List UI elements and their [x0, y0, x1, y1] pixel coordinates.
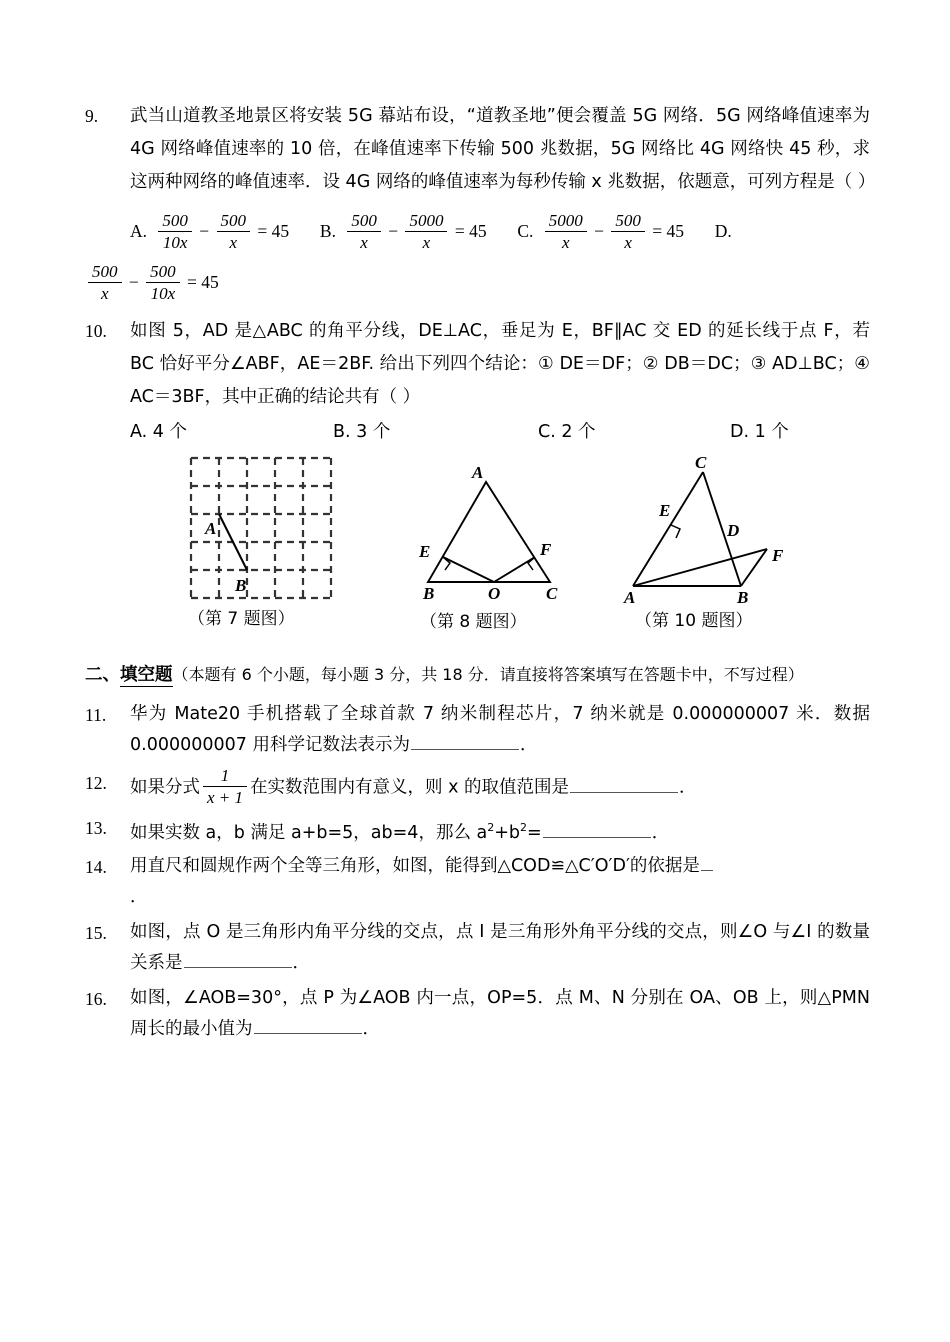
choice-a[interactable]: A. 4 个 [130, 422, 187, 442]
section-two-lead: 二、 [85, 665, 120, 685]
option-c-num-1: 5000 [545, 211, 587, 232]
option-d-fraction-1 [88, 262, 122, 303]
question-14-part2: ． [130, 886, 148, 907]
label-a: A [472, 463, 484, 482]
label-e: E [419, 542, 431, 561]
option-a-fraction-2 [217, 211, 251, 252]
label-a: A [624, 588, 636, 606]
option-a-num-2: 500 [217, 211, 251, 232]
option-a[interactable] [130, 211, 294, 253]
question-10 [85, 315, 870, 414]
question-13-part1: 如果实数 a，b 满足 a+b=5，ab=4，那么 a [130, 822, 488, 843]
option-d-num-1: 500 [88, 262, 122, 283]
option-a-label: A. [130, 221, 148, 241]
question-12-denominator: x + 1 [207, 788, 244, 808]
option-b-fraction-1 [347, 211, 381, 252]
option-b-rhs: = 45 [454, 221, 487, 241]
option-c-label: C. [517, 221, 534, 241]
page-content [85, 100, 876, 1045]
question-15-blank[interactable] [184, 952, 292, 968]
label-f: F [772, 546, 784, 565]
question-15-number: 15. [85, 922, 107, 943]
figures-row [85, 452, 870, 637]
option-d-den-1: x [100, 284, 109, 304]
option-c-fraction-1 [545, 211, 587, 252]
question-9-option-d-row [85, 259, 870, 305]
option-a-rhs: = 45 [257, 221, 290, 241]
label-b: B [423, 584, 435, 603]
option-a-fraction-1 [158, 211, 192, 252]
question-11-blank[interactable] [411, 734, 519, 750]
question-12-numerator: 1 [203, 766, 247, 787]
option-c-rhs: = 45 [652, 221, 685, 241]
option-b-den-1: x [360, 233, 368, 253]
question-16-part2: ． [362, 1018, 380, 1039]
question-12-text [130, 767, 870, 808]
question-13-part2: +b [494, 822, 521, 843]
question-13-number: 13. [85, 818, 107, 839]
option-c-operator: − [594, 221, 605, 241]
question-12-number: 12. [85, 773, 107, 793]
option-a-num-1: 500 [158, 211, 192, 232]
option-c-fraction-2 [611, 211, 645, 252]
option-b-num-2: 5000 [405, 211, 447, 232]
option-b[interactable] [319, 211, 491, 253]
option-c-den-2: x [624, 233, 632, 253]
label-c: C [695, 454, 707, 472]
label-o: O [488, 584, 501, 603]
question-11-text [130, 699, 870, 761]
question-16 [85, 983, 870, 1045]
question-15 [85, 917, 870, 979]
option-d[interactable] [85, 262, 219, 304]
figure-8-graphic [410, 460, 570, 605]
choice-c[interactable]: C. 2 个 [538, 422, 596, 442]
option-d-den-2: 10x [150, 284, 176, 304]
figure-10 [615, 454, 795, 631]
label-d: D [727, 521, 740, 540]
option-c-num-2: 500 [611, 211, 645, 232]
question-15-text [130, 917, 870, 979]
section-two-description: （本题有 6 个小题，每小题 3 分，共 18 分．请直接将答案填写在答题卡中，不写过程） [172, 665, 804, 684]
figure-10-caption: （第 10 题图） [635, 611, 753, 631]
label-f: F [540, 540, 552, 559]
choice-b[interactable]: B. 3 个 [333, 422, 391, 442]
option-a-den-1: 10x [162, 233, 188, 253]
question-16-blank[interactable] [254, 1018, 362, 1034]
question-16-text [130, 983, 870, 1045]
option-d-rhs: = 45 [187, 272, 219, 292]
question-14-blank[interactable] [701, 855, 713, 871]
question-11-part1: 华为 Mate20 手机搭载了全球首款 7 纳米制程芯片，7 纳米就是 0.000000007 米．数据 0.000000007 用科学记数法表示为 [130, 704, 870, 755]
option-d-num-2: 500 [146, 262, 180, 283]
label-a: A [205, 519, 217, 538]
option-d-fraction-2 [146, 262, 180, 303]
question-15-part1: 如图，点 O 是三角形内角平分线的交点，点 I 是三角形外角平分线的交点，则∠O 与∠I 的数量关系是 [130, 921, 870, 973]
question-14-text [130, 851, 870, 913]
question-12-part3: ． [679, 777, 697, 798]
label-c: C [546, 584, 558, 603]
choice-d[interactable]: D. 1 个 [730, 422, 789, 442]
section-two-heading [85, 659, 870, 691]
figure-8 [410, 460, 570, 632]
figure-7-graphic [185, 452, 335, 604]
question-13-exponent-2: 2 [520, 821, 528, 835]
option-d-label[interactable]: D. [714, 221, 732, 241]
question-12-part2: 在实数范围内有意义，则 x 的取值范围是 [250, 777, 570, 798]
question-9-number: 9. [85, 106, 99, 126]
option-b-den-2: x [422, 233, 431, 253]
question-12-fraction [203, 766, 247, 807]
question-13-exponent-1: 2 [487, 821, 495, 835]
question-14-part1: 用直尺和圆规作两个全等三角形，如图，能得到△COD≌△C′O′D′的依据是 [130, 855, 700, 876]
question-10-choices [130, 418, 870, 448]
question-10-text: 如图 5，AD 是△ABC 的角平分线，DE⊥AC，垂足为 E，BF∥AC 交 ED 的延长线于点 F，若 BC 恰好平分∠ABF，AE＝2BF. 给出下列四个结论：① DE＝DF；② DB＝DC；③ AD⊥BC；④ AC＝3BF，其中正确的结论共有（ ） [130, 321, 870, 407]
option-c[interactable] [517, 211, 688, 253]
question-13-text [130, 812, 870, 849]
option-a-den-2: x [229, 233, 238, 253]
question-13-blank[interactable] [543, 822, 651, 838]
question-16-number: 16. [85, 988, 107, 1009]
figure-10-graphic [615, 454, 795, 606]
question-15-part2: ． [292, 952, 310, 973]
question-12-part1: 如果分式 [130, 777, 200, 798]
option-b-operator: − [388, 221, 399, 241]
section-two-title: 填空题 [120, 665, 173, 685]
question-14-number: 14. [85, 856, 107, 877]
question-11-part2: ． [519, 735, 538, 755]
question-9 [85, 100, 876, 199]
question-12-blank[interactable] [570, 777, 678, 793]
question-9-text: 武当山道教圣地景区将安装 5G 幕站布设，“道教圣地”便会覆盖 5G 网络．5G 网络峰值速率为 4G 网络峰值速率的 10 倍，在峰值速率下传输 500 兆数据，5G 网络比 4G 网络快 45 秒，求这两种网络的峰值速率．设 4G 网络的峰值速率为每秒传输 x 兆数据，依题意，可列方程是（ ） [130, 106, 876, 192]
question-10-number: 10. [85, 321, 107, 341]
question-11-number: 11. [85, 705, 107, 725]
option-b-fraction-2 [405, 211, 447, 252]
question-13-part4: ． [651, 822, 670, 843]
question-12 [85, 767, 870, 808]
question-16-part1: 如图，∠AOB=30°，点 P 为∠AOB 内一点，OP=5．点 M、N 分别在 OA、OB 上，则△PMN 周长的最小值为 [130, 987, 870, 1039]
figure-8-caption: （第 8 题图） [420, 612, 527, 632]
question-14 [85, 851, 870, 913]
option-a-operator: − [199, 221, 210, 241]
question-13-part3: = [527, 822, 542, 843]
figure-7-caption: （第 7 题图） [188, 609, 295, 629]
label-e: E [659, 501, 671, 520]
figure-7 [185, 452, 335, 629]
option-b-num-1: 500 [347, 211, 381, 232]
question-11 [85, 699, 870, 761]
label-b: B [235, 576, 247, 595]
option-d-operator: − [128, 272, 139, 292]
question-13 [85, 812, 870, 849]
option-b-label: B. [319, 221, 336, 241]
label-b: B [737, 588, 749, 606]
option-c-den-1: x [561, 233, 570, 253]
question-9-options-row [130, 205, 870, 257]
